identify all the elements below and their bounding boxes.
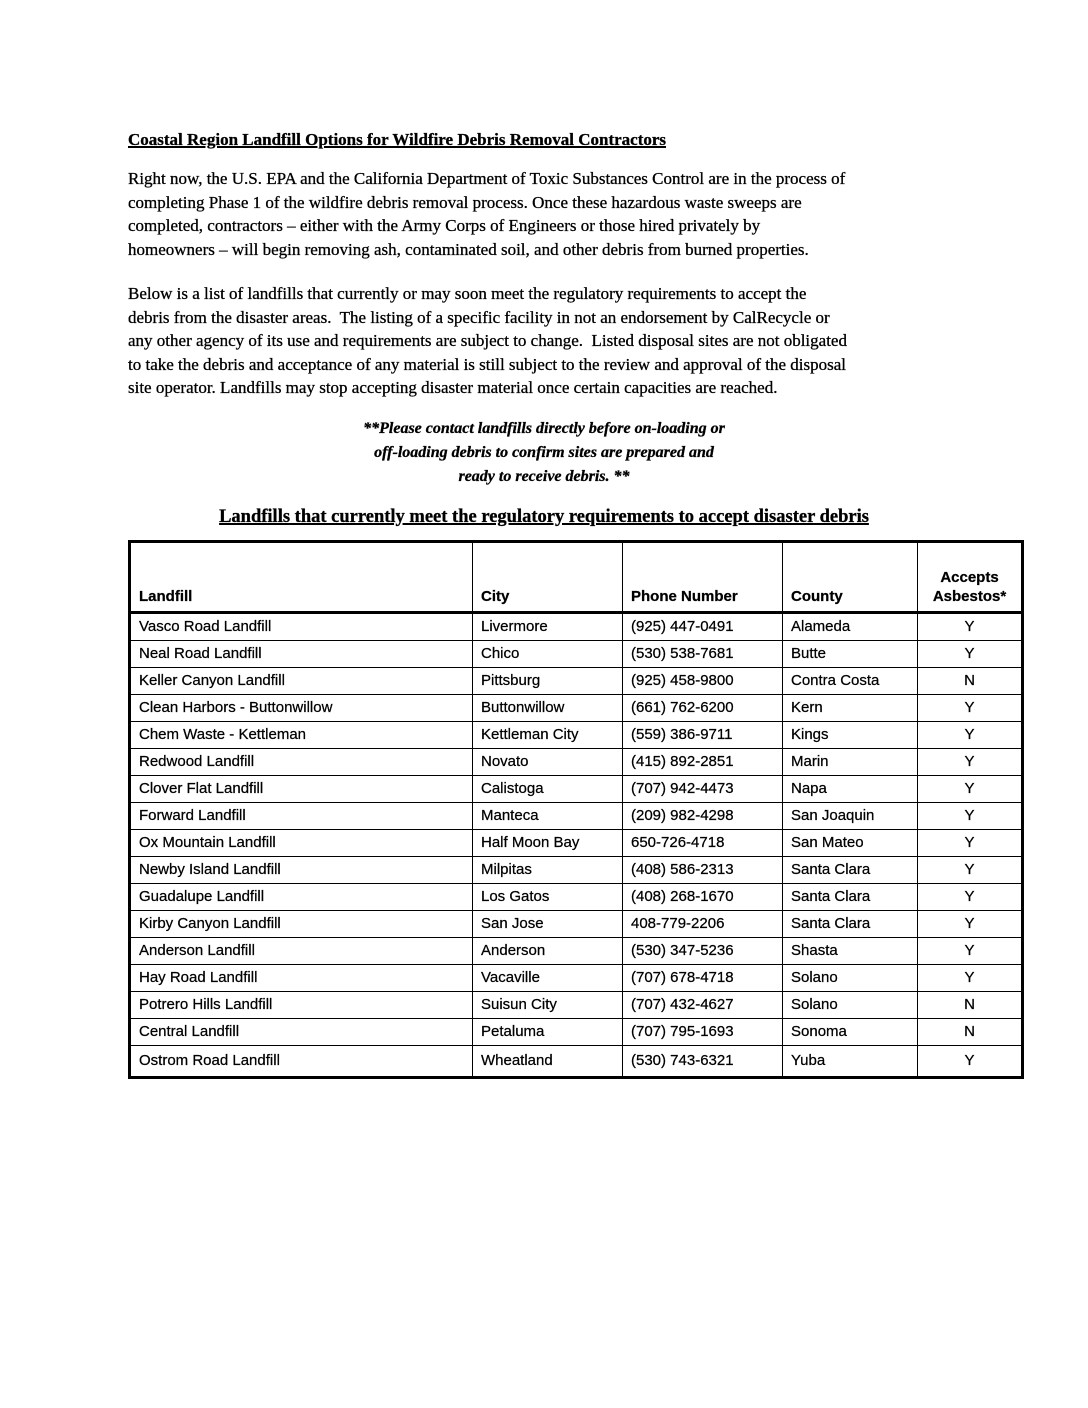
cell-accepts-asbestos: N: [918, 991, 1023, 1018]
text-line: Below is a list of landfills that currently or may soon meet the regulatory requirements to accept the: [128, 284, 807, 303]
cell-landfill: Clover Flat Landfill: [130, 775, 473, 802]
cell-city: Buttonwillow: [473, 694, 623, 721]
cell-city: Wheatland: [473, 1045, 623, 1077]
cell-county: San Joaquin: [783, 802, 918, 829]
table-row: [130, 640, 1023, 667]
cell-landfill: Potrero Hills Landfill: [130, 991, 473, 1018]
text-line: off-loading debris to confirm sites are prepared and: [374, 443, 714, 461]
cell-accepts-asbestos: Y: [918, 612, 1023, 640]
cell-phone-number: (707) 942-4473: [623, 775, 783, 802]
cell-city: Kettleman City: [473, 721, 623, 748]
cell-landfill: Ox Mountain Landfill: [130, 829, 473, 856]
column-header-phone-number: Phone Number: [623, 541, 783, 612]
cell-county: Santa Clara: [783, 910, 918, 937]
cell-phone-number: 650-726-4718: [623, 829, 783, 856]
table-row: [130, 991, 1023, 1018]
table-row: [130, 1045, 1023, 1077]
cell-phone-number: (559) 386-9711: [623, 721, 783, 748]
cell-phone-number: (530) 743-6321: [623, 1045, 783, 1077]
text-line: completed, contractors – either with the Army Corps of Engineers or those hired privately by: [128, 216, 761, 235]
cell-landfill: Newby Island Landfill: [130, 856, 473, 883]
column-header-accepts-asbestos: Accepts Asbestos*: [918, 541, 1023, 612]
cell-county: Solano: [783, 991, 918, 1018]
column-header-city: City: [473, 541, 623, 612]
cell-phone-number: (530) 538-7681: [623, 640, 783, 667]
table-row: [130, 1018, 1023, 1045]
table-row: [130, 802, 1023, 829]
landfill-table-body: [130, 612, 1023, 1077]
document-title: Coastal Region Landfill Options for Wildfire Debris Removal Contractors: [128, 130, 667, 149]
text-line: debris from the disaster areas. The listing of a specific facility in not an endorsement by CalRecycle or: [128, 307, 830, 327]
cell-accepts-asbestos: Y: [918, 964, 1023, 991]
contact-landfills-notice: [128, 417, 960, 489]
cell-county: Butte: [783, 640, 918, 667]
cell-accepts-asbestos: N: [918, 1018, 1023, 1045]
cell-phone-number: (707) 432-4627: [623, 991, 783, 1018]
cell-accepts-asbestos: Y: [918, 694, 1023, 721]
cell-county: Marin: [783, 748, 918, 775]
table-row: [130, 721, 1023, 748]
landfill-table: [128, 540, 1024, 1079]
cell-county: Shasta: [783, 937, 918, 964]
text-line: completing Phase 1 of the wildfire debris removal process. Once these hazardous waste sweeps are: [128, 192, 802, 212]
cell-city: Vacaville: [473, 964, 623, 991]
cell-county: Solano: [783, 964, 918, 991]
table-row: [130, 612, 1023, 640]
cell-city: Chico: [473, 640, 623, 667]
cell-county: Alameda: [783, 612, 918, 640]
text-line: Right now, the U.S. EPA and the California Department of Toxic Substances Control are in the process of: [128, 169, 846, 188]
cell-county: Yuba: [783, 1045, 918, 1077]
cell-phone-number: (209) 982-4298: [623, 802, 783, 829]
cell-city: Suisun City: [473, 991, 623, 1018]
column-header-landfill: Landfill: [130, 541, 473, 612]
column-header-county: County: [783, 541, 918, 612]
text-line: **Please contact landfills directly before on-loading or: [363, 419, 725, 437]
cell-phone-number: 408-779-2206: [623, 910, 783, 937]
table-row: [130, 667, 1023, 694]
cell-phone-number: (530) 347-5236: [623, 937, 783, 964]
table-heading: [128, 505, 960, 530]
cell-landfill: Chem Waste - Kettleman: [130, 721, 473, 748]
cell-city: Livermore: [473, 612, 623, 640]
table-heading-text: Landfills that currently meet the regulatory requirements to accept disaster debris: [219, 506, 869, 527]
table-row: [130, 910, 1023, 937]
cell-phone-number: (707) 795-1693: [623, 1018, 783, 1045]
cell-city: Manteca: [473, 802, 623, 829]
cell-phone-number: (408) 268-1670: [623, 883, 783, 910]
text-line: homeowners – will begin removing ash, contaminated soil, and other debris from burned properties.: [128, 239, 809, 259]
cell-city: Petaluma: [473, 1018, 623, 1045]
table-row: [130, 856, 1023, 883]
cell-accepts-asbestos: Y: [918, 829, 1023, 856]
cell-phone-number: (415) 892-2851: [623, 748, 783, 775]
cell-county: Santa Clara: [783, 856, 918, 883]
cell-landfill: Central Landfill: [130, 1018, 473, 1045]
cell-accepts-asbestos: Y: [918, 937, 1023, 964]
table-row: [130, 748, 1023, 775]
cell-landfill: Neal Road Landfill: [130, 640, 473, 667]
table-row: [130, 775, 1023, 802]
cell-county: San Mateo: [783, 829, 918, 856]
cell-county: Sonoma: [783, 1018, 918, 1045]
cell-city: Anderson: [473, 937, 623, 964]
cell-county: Kern: [783, 694, 918, 721]
cell-accepts-asbestos: Y: [918, 1045, 1023, 1077]
cell-accepts-asbestos: Y: [918, 748, 1023, 775]
table-row: [130, 829, 1023, 856]
cell-landfill: Redwood Landfill: [130, 748, 473, 775]
cell-city: Pittsburg: [473, 667, 623, 694]
cell-phone-number: (408) 586-2313: [623, 856, 783, 883]
cell-landfill: Kirby Canyon Landfill: [130, 910, 473, 937]
cell-accepts-asbestos: Y: [918, 640, 1023, 667]
table-row: [130, 937, 1023, 964]
table-row: [130, 883, 1023, 910]
cell-accepts-asbestos: N: [918, 667, 1023, 694]
table-header-row: [130, 541, 1023, 612]
cell-county: Napa: [783, 775, 918, 802]
cell-city: Milpitas: [473, 856, 623, 883]
cell-accepts-asbestos: Y: [918, 721, 1023, 748]
cell-landfill: Guadalupe Landfill: [130, 883, 473, 910]
cell-city: San Jose: [473, 910, 623, 937]
cell-phone-number: (925) 458-9800: [623, 667, 783, 694]
cell-city: Los Gatos: [473, 883, 623, 910]
disclaimer-paragraph: [128, 282, 960, 400]
text-line: to take the debris and acceptance of any material is still subject to the review and approval of the disposal: [128, 354, 847, 374]
cell-accepts-asbestos: Y: [918, 910, 1023, 937]
text-line: any other agency of its use and requirements are subject to change. Listed disposal sites are not obligated: [128, 331, 847, 350]
cell-accepts-asbestos: Y: [918, 856, 1023, 883]
cell-accepts-asbestos: Y: [918, 775, 1023, 802]
table-row: [130, 964, 1023, 991]
cell-city: Half Moon Bay: [473, 829, 623, 856]
cell-phone-number: (925) 447-0491: [623, 612, 783, 640]
cell-city: Novato: [473, 748, 623, 775]
cell-accepts-asbestos: Y: [918, 883, 1023, 910]
table-row: [130, 694, 1023, 721]
text-line: ready to receive debris. **: [458, 467, 630, 485]
cell-phone-number: (707) 678-4718: [623, 964, 783, 991]
cell-accepts-asbestos: Y: [918, 802, 1023, 829]
cell-phone-number: (661) 762-6200: [623, 694, 783, 721]
cell-landfill: Hay Road Landfill: [130, 964, 473, 991]
cell-city: Calistoga: [473, 775, 623, 802]
cell-landfill: Forward Landfill: [130, 802, 473, 829]
intro-paragraph: [128, 167, 960, 261]
cell-landfill: Clean Harbors - Buttonwillow: [130, 694, 473, 721]
document-content: [128, 130, 1021, 1079]
cell-county: Contra Costa: [783, 667, 918, 694]
cell-landfill: Ostrom Road Landfill: [130, 1045, 473, 1077]
cell-county: Santa Clara: [783, 883, 918, 910]
text-line: site operator. Landfills may stop accepting disaster material once certain capacities are reached.: [128, 378, 778, 397]
cell-landfill: Vasco Road Landfill: [130, 612, 473, 640]
cell-landfill: Keller Canyon Landfill: [130, 667, 473, 694]
cell-county: Kings: [783, 721, 918, 748]
cell-landfill: Anderson Landfill: [130, 937, 473, 964]
